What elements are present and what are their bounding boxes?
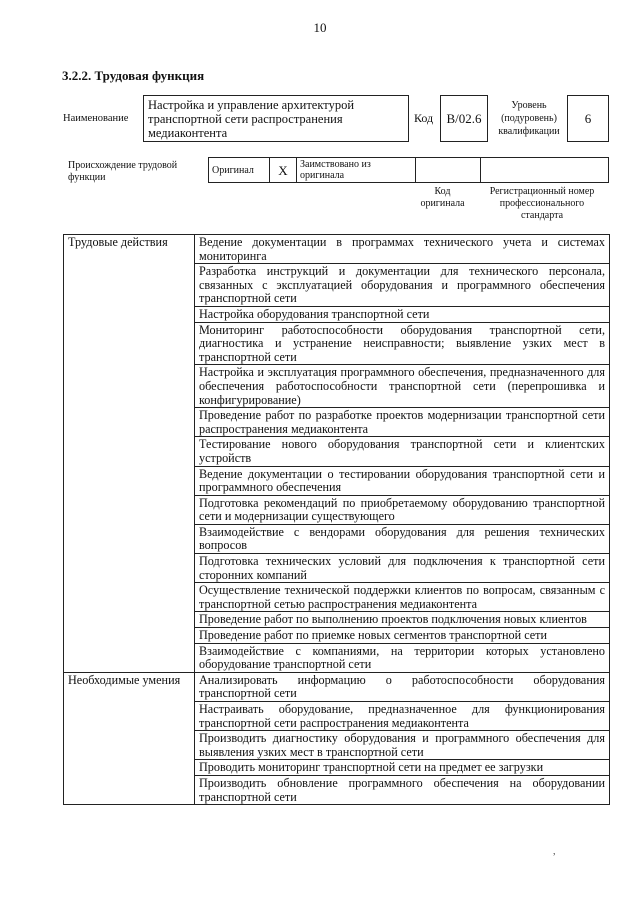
group-item: Настройка и эксплуатация программного обеспечения, предназначенного для обеспечения работоспособности транспортной сети (перепрошивка и конфигурирование): [195, 365, 610, 408]
group-item: Проводить мониторинг транспортной сети на предмет ее загрузки: [195, 760, 610, 776]
group-item: Подготовка рекомендаций по приобретаемому оборудованию транспортной сети и модернизации существующего: [195, 495, 610, 524]
group-item: Производить обновление программного обеспечения на оборудовании транспортной сети: [195, 775, 610, 804]
group-item: Мониторинг работоспособности оборудования транспортной сети, диагностика и устранение неисправности; выявление узких мест в транспортной сети: [195, 322, 610, 365]
function-code-box: B/02.6: [440, 95, 488, 142]
name-label: Наименование: [63, 113, 129, 124]
original-label: Оригинал: [209, 158, 270, 183]
function-details-table: [63, 234, 610, 805]
group-title: Необходимые умения: [64, 672, 195, 804]
origin-label: Происхождение трудовой функции: [68, 160, 178, 183]
section-title: 3.2.2. Трудовая функция: [62, 68, 205, 83]
origin-table: [208, 157, 609, 183]
group-item: Взаимодействие с компаниями, на территории которых установлено оборудование транспортной сети: [195, 643, 610, 672]
page-number: 10: [313, 20, 327, 35]
group-item: Разработка инструкций и документации для технического персонала, связанных с эксплуатацией оборудования и программного обеспечения транспортной сети: [195, 264, 610, 307]
function-name-box: Настройка и управление архитектурой транспортной сети распространения медиаконтента: [143, 95, 409, 142]
qualification-level-label: Уровень (подуровень) квалификации: [498, 100, 560, 137]
group-item: Ведение документации о тестировании оборудования транспортной сети и программного обеспечения: [195, 466, 610, 495]
group-item: Проведение работ по приемке новых сегментов транспортной сети: [195, 628, 610, 644]
group-item: Тестирование нового оборудования транспортной сети и клиентских устройств: [195, 437, 610, 466]
group-item: Настройка оборудования транспортной сети: [195, 306, 610, 322]
group-item: Производить диагностику оборудования и программного обеспечения для выявления узких мест в транспортной сети: [195, 731, 610, 760]
reg-number-cell: [481, 158, 609, 183]
group-item: Взаимодействие с вендорами оборудования для решения технических вопросов: [195, 524, 610, 553]
original-mark: X: [270, 158, 297, 183]
page-mark: ,: [553, 846, 556, 857]
group-item: Настраивать оборудование, предназначенное для функционирования транспортной сети распространения медиаконтента: [195, 702, 610, 731]
table-row: [64, 672, 610, 701]
group-item: Подготовка технических условий для подключения к транспортной сети сторонних компаний: [195, 554, 610, 583]
original-code-cell: [416, 158, 481, 183]
group-item: Проведение работ по разработке проектов модернизации транспортной сети распространения медиаконтента: [195, 408, 610, 437]
table-row: [64, 235, 610, 264]
qualification-level-box: 6: [567, 95, 609, 142]
borrowed-label: Заимствовано из оригинала: [297, 158, 416, 183]
code-original-caption: Код оригинала: [420, 186, 465, 209]
group-item: Ведение документации в программах технического учета и системах мониторинга: [195, 235, 610, 264]
reg-number-caption: Регистрационный номер профессионального стандарта: [489, 186, 595, 221]
group-item: Проведение работ по выполнению проектов подключения новых клиентов: [195, 612, 610, 628]
code-label: Код: [414, 111, 434, 125]
group-item: Анализировать информацию о работоспособности оборудования транспортной сети: [195, 672, 610, 701]
group-item: Осуществление технической поддержки клиентов по вопросам, связанным с транспортной сетью распространения медиаконтента: [195, 583, 610, 612]
group-title: Трудовые действия: [64, 235, 195, 673]
